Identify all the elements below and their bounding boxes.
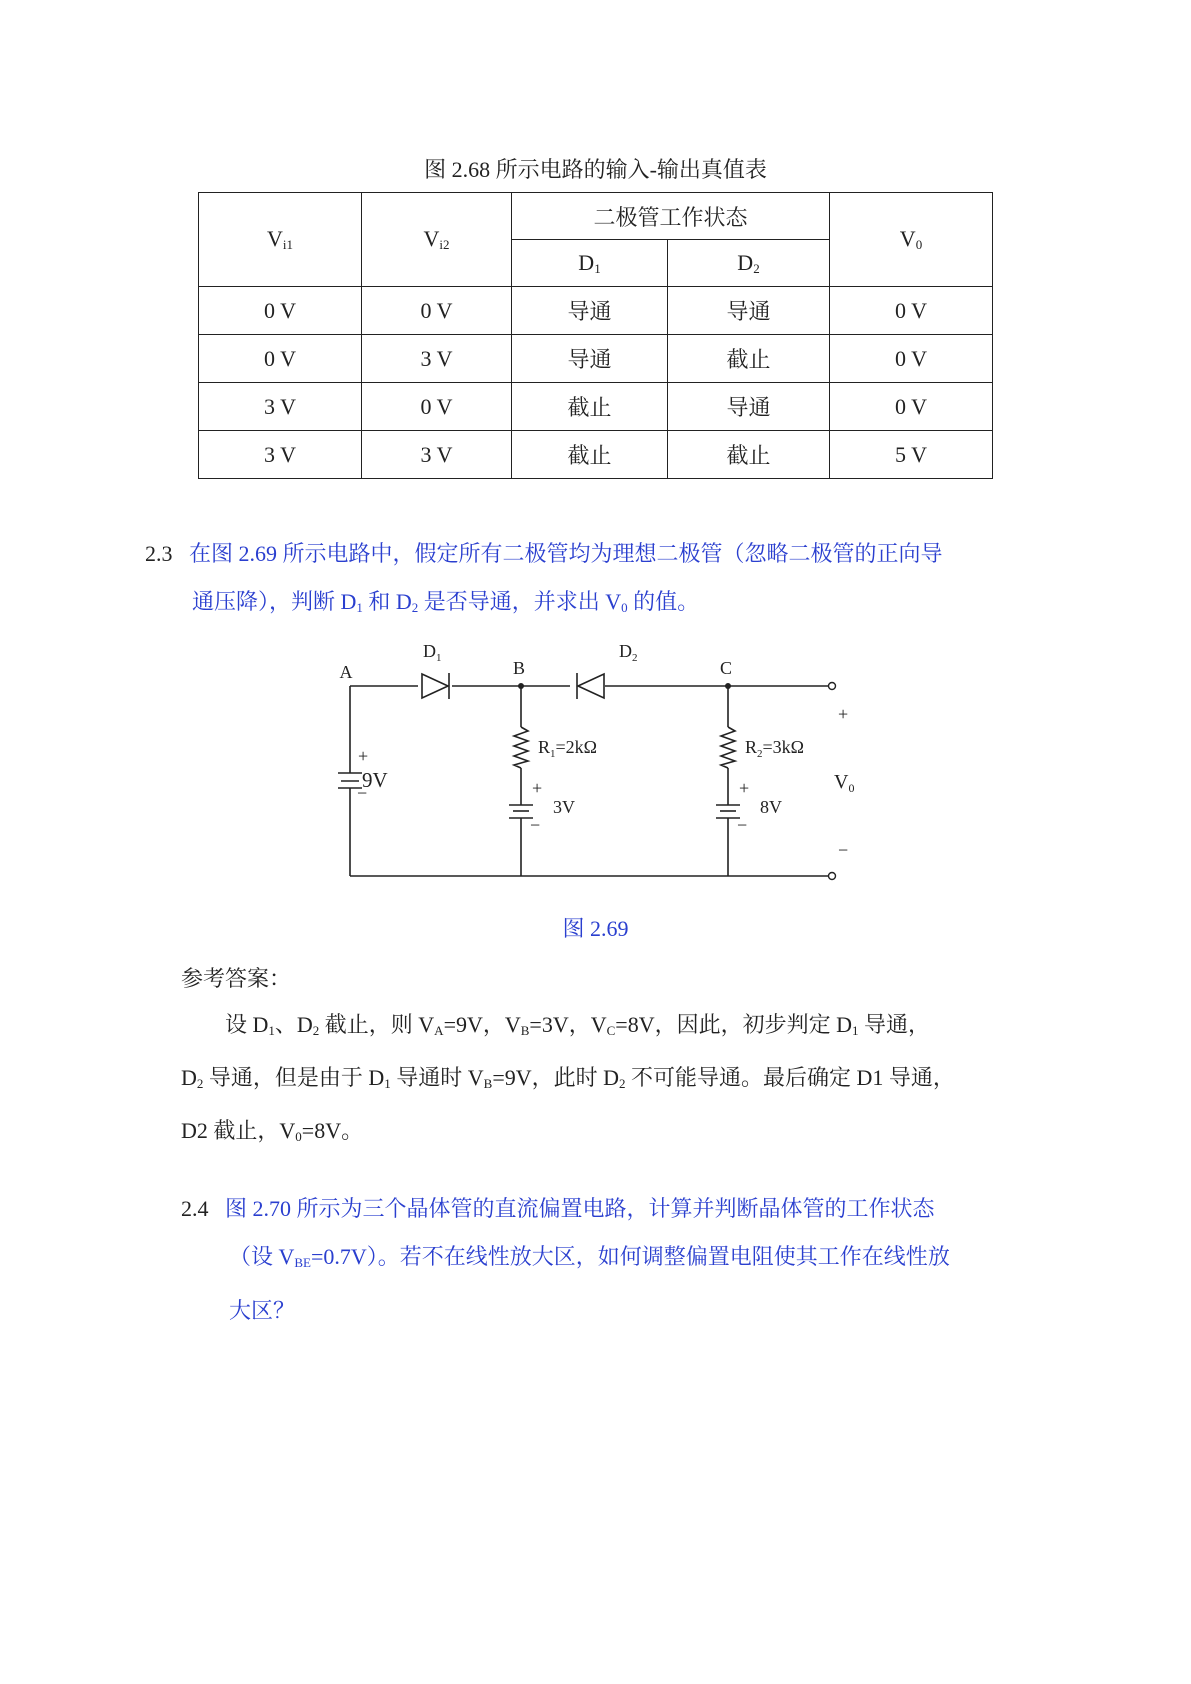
output-terminal-bottom [829, 873, 836, 880]
table-row [199, 383, 993, 431]
diode-d1-label: $D_1$ [423, 641, 442, 664]
node-c-label: C [719, 658, 733, 678]
resistor-r2-label: $R_2=3k\Omega$ [745, 737, 805, 760]
diode-d2-label: $D_2$ [619, 641, 638, 664]
question-text-line3: 大区？ [229, 1298, 296, 1323]
cell: 导通 [512, 335, 668, 383]
battery-3v-label: 3V [553, 797, 575, 817]
cell: 0 V [362, 383, 512, 431]
resistor-r1 [514, 727, 528, 768]
truth-table [198, 192, 993, 479]
question-number: 2.3 [145, 541, 173, 566]
answer-body [181, 1001, 1016, 1160]
node-b-dot [518, 683, 524, 689]
diode-d1-symbol [422, 674, 448, 698]
cell: 0 V [199, 335, 362, 383]
question-number: 2.4 [181, 1196, 209, 1221]
header-d1: $D_1$ [512, 240, 668, 287]
circuit-diagram [320, 630, 880, 890]
diode-d2-symbol [578, 674, 604, 698]
answer-line2: $D_2$ 导通，但是由于 $D_1$ 导通时 $V_B=9V$，此时 $D_2$ 不可能导通。最后确定 D1 导通， [181, 1065, 955, 1091]
battery-8v-label: 8V [760, 797, 782, 817]
table-row [199, 287, 993, 335]
output-terminal-top [829, 683, 836, 690]
table-row [199, 431, 993, 479]
cell: 导通 [512, 287, 668, 335]
battery-8v-minus: − [737, 815, 748, 835]
cell: 3 V [199, 383, 362, 431]
header-d2: $D_2$ [668, 240, 830, 287]
cell: 截止 [668, 335, 830, 383]
answer-line3: D2 截止，$V_0=8V$。 [181, 1118, 364, 1144]
figure-caption: 图 2.69 [562, 916, 629, 941]
answer-line1: 设 $D_1$、$D_2$ 截止，则 $V_A=9V$，$V_B=3V$，$V_C=8V$，因此，初步判定 $D_1$ 导通， [225, 1012, 930, 1038]
battery-3v-plus: + [532, 778, 543, 798]
cell: 0 V [830, 287, 993, 335]
cell: 0 V [830, 383, 993, 431]
resistor-r1-label: $R_1=2k\Omega$ [538, 737, 598, 760]
cell: 导通 [668, 287, 830, 335]
cell: 3 V [362, 335, 512, 383]
battery-3v-minus: − [530, 815, 541, 835]
question-text-line2: （设 $V_{BE}=0.7V$）。若不在线性放大区，如何调整偏置电阻使其工作在线性放 [229, 1244, 950, 1270]
table-caption: 图 2.68 所示电路的输入-输出真值表 [424, 157, 767, 182]
node-b-label: B [512, 658, 526, 678]
cell: 3 V [362, 431, 512, 479]
battery-8v-plus: + [739, 778, 750, 798]
battery-9v-plus: + [358, 746, 369, 766]
output-plus: + [838, 704, 849, 724]
question-text-line2: 通压降），判断 $D_1$ 和 $D_2$ 是否导通，并求出 $V_0$ 的值。 [192, 589, 700, 615]
cell: 0 V [830, 335, 993, 383]
question-2-4 [181, 1185, 1041, 1335]
header-diode-state: 二极管工作状态 [512, 193, 830, 240]
output-vo-label: $V_0$ [834, 771, 855, 795]
output-minus: − [838, 840, 849, 860]
cell: 0 V [199, 287, 362, 335]
cell: 截止 [668, 431, 830, 479]
node-c-dot [725, 683, 731, 689]
cell: 截止 [512, 383, 668, 431]
node-a-label: A [339, 662, 353, 682]
header-vi1: $V_{i1}$ [199, 193, 362, 287]
cell: 5 V [830, 431, 993, 479]
question-2-3 [145, 530, 1045, 632]
question-text-line1: 在图 2.69 所示电路中，假定所有二极管均为理想二极管（忽略二极管的正向导 [189, 541, 943, 566]
resistor-r2 [721, 727, 735, 768]
header-v0: $V_0$ [830, 193, 993, 287]
cell: 0 V [362, 287, 512, 335]
battery-9v-label: 9V [362, 768, 388, 792]
cell: 导通 [668, 383, 830, 431]
question-text-line1: 图 2.70 所示为三个晶体管的直流偏置电路，计算并判断晶体管的工作状态 [225, 1196, 935, 1221]
cell: 截止 [512, 431, 668, 479]
cell: 3 V [199, 431, 362, 479]
table-row [199, 335, 993, 383]
battery-9v-minus: − [357, 783, 368, 803]
header-vi2: $V_{i2}$ [362, 193, 512, 287]
answer-heading: 参考答案： [181, 966, 292, 991]
